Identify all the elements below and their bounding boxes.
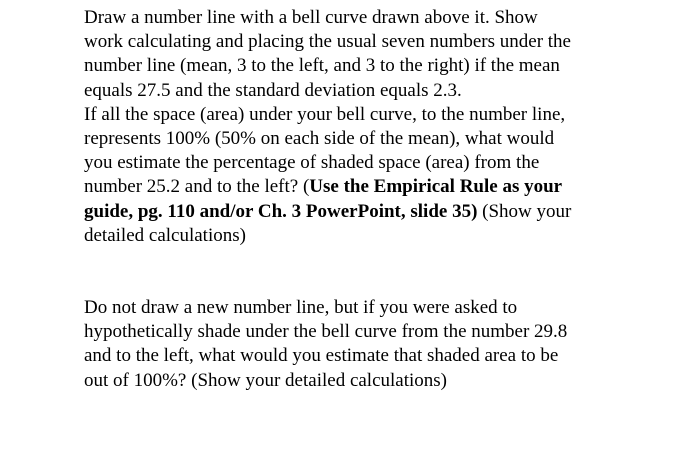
question-text-line: number line (mean, 3 to the left, and 3 to the right) if the mean	[84, 55, 560, 77]
question-text-line-mixed	[84, 200, 644, 224]
question-text-line: represents 100% (50% on each side of the mean), what would	[84, 128, 555, 150]
question-text-line: out of 100%? (Show your detailed calculations)	[84, 369, 448, 391]
question-text-line: Draw a number line with a bell curve drawn above it. Show	[84, 7, 538, 28]
question-text-line: equals 27.5 and the standard deviation equals 2.3.	[84, 79, 462, 101]
question-text-line: detailed calculations)	[84, 224, 246, 246]
question-text-plain: (Show your	[477, 200, 572, 222]
question-text-line: work calculating and placing the usual seven numbers under the	[84, 31, 571, 53]
paragraph-spacer	[84, 248, 644, 296]
question-text-plain: number 25.2 and to the left? (	[84, 176, 310, 198]
empirical-rule-bold-text: Use the Empirical Rule as your	[309, 176, 563, 198]
question-text-line: Do not draw a new number line, but if you were asked to	[84, 297, 518, 319]
question-text-line: If all the space (area) under your bell curve, to the number line,	[84, 103, 566, 125]
question-text-line-mixed	[84, 175, 644, 199]
question-document	[84, 6, 644, 393]
question-text-line: and to the left, what would you estimate that shaded area to be	[84, 345, 559, 367]
question-text-line: hypothetically shade under the bell curve from the number 29.8	[84, 321, 568, 343]
question-text-line: you estimate the percentage of shaded space (area) from the	[84, 152, 540, 174]
guide-reference-bold-text: guide, pg. 110 and/or Ch. 3 PowerPoint, slide 35)	[84, 200, 478, 222]
